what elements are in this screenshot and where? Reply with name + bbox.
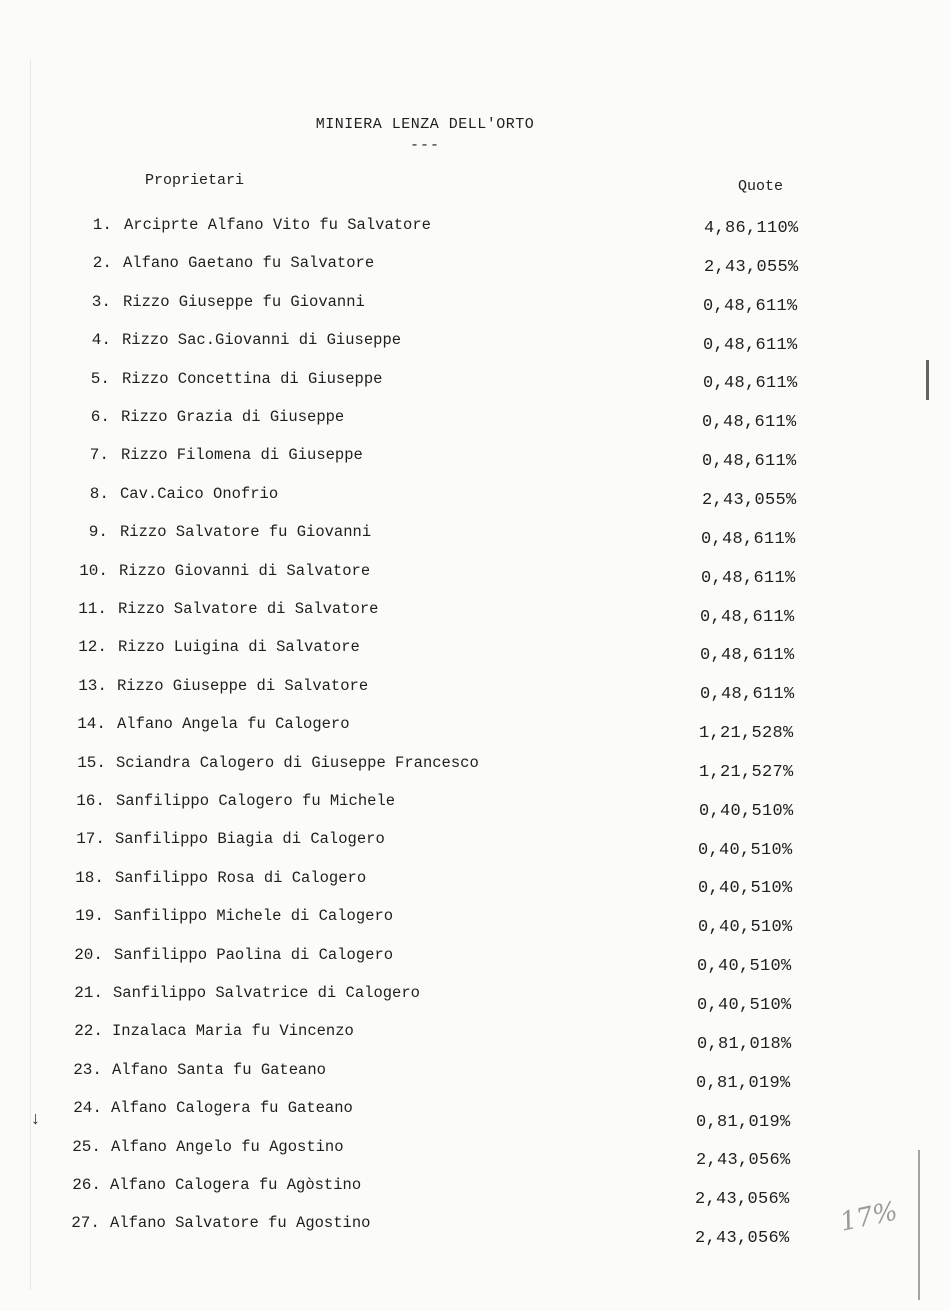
row-number: 22. [74,1022,103,1041]
owner-name: Arciprte Alfano Vito fu Salvatore [124,216,431,234]
owner-quota: 4,86,110% [704,219,799,238]
table-row [0,1176,950,1210]
owner-name: Sanfilippo Paolina di Calogero [114,945,394,964]
owner-name: Rizzo Filomena di Giuseppe [121,446,363,465]
owner-name: Rizzo Sac.Giovanni di Giuseppe [122,331,402,350]
row-number: 7. [89,446,109,465]
table-row [0,1099,950,1132]
row-number: 21. [74,984,103,1002]
row-number: 19. [75,907,104,926]
owner-name: Alfano Gaetano fu Salvatore [123,254,375,273]
row-number: 3. [91,292,111,311]
row-number: 17. [76,830,105,849]
row-number: 23. [73,1060,102,1079]
row-number: 20. [74,945,103,964]
owner-quota: 0,48,611% [700,685,795,705]
table-row [0,1022,950,1054]
owner-name: Alfano Calogera fu Gateano [111,1099,353,1118]
table-row [0,754,950,780]
row-number: 24. [73,1099,102,1118]
table-row [0,523,950,549]
owner-quota: 0,48,611% [703,296,798,316]
owner-name: Rizzo Concettina di Giuseppe [122,369,383,388]
table-row [0,638,950,664]
owner-name: Rizzo Grazia di Giuseppe [121,408,345,426]
row-number: 14. [77,715,106,734]
table-row [0,907,950,938]
handwritten-annotation: 17% [837,1196,901,1238]
table-row [0,216,950,242]
owner-quota: 0,48,611% [701,529,796,549]
owner-quota: 0,40,510% [698,918,793,938]
row-number: 18. [75,868,104,887]
row-number: 6. [90,408,110,426]
document-title: MINIERA LENZA DELL'ORTO [315,116,535,133]
table-row [0,945,950,977]
table-row [0,254,950,280]
owner-quota: 0,48,611% [700,607,795,627]
row-number: 12. [78,638,107,657]
row-number: 9. [88,523,108,542]
table-row [0,446,950,472]
row-number: 26. [72,1176,101,1194]
owner-quota: 2,43,056% [696,1151,791,1171]
owner-quota: 2,43,055% [702,490,797,510]
title-rule: --- [409,137,440,154]
owner-quota: 0,40,510% [697,996,792,1015]
owner-quota: 0,48,611% [703,374,798,394]
owner-name: Sanfilippo Calogero fu Michele [116,792,396,810]
owner-quota: 0,48,611% [702,452,797,472]
row-number: 1. [92,216,112,234]
row-number: 10. [79,561,108,580]
table-row [0,1060,950,1093]
header-quote: Quote [738,178,784,195]
owner-quota: 0,40,510% [698,879,793,899]
table-row [0,408,950,434]
table-row [0,984,950,1015]
margin-arrow-mark: ↓ [30,1110,41,1130]
owner-name: Alfano Angelo fu Agostino [111,1137,344,1156]
owner-name: Sciandra Calogero di Giuseppe Francesco [116,753,479,772]
table-row [0,485,950,511]
owner-name: Alfano Angela fu Calogero [117,715,350,734]
row-number: 27. [71,1214,100,1233]
owner-quota: 0,48,611% [701,568,796,588]
owner-quota: 0,81,018% [697,1034,792,1054]
owner-quota: 0,40,510% [699,801,794,821]
owner-name: Alfano Salvatore fu Agostino [110,1214,371,1233]
row-number: 5. [90,369,110,388]
table-row [0,600,950,626]
owner-quota: 0,48,611% [700,646,795,666]
row-number: 16. [76,792,105,810]
row-number: 15. [77,753,106,772]
owner-quota: 1,21,527% [699,762,794,782]
owner-name: Rizzo Giuseppe fu Giovanni [123,292,365,311]
row-number: 11. [78,600,107,618]
row-number: 8. [89,484,109,503]
table-row [0,715,950,744]
row-number: 25. [72,1137,101,1156]
table-row [0,562,950,588]
owner-name: Rizzo Salvatore fu Giovanni [120,523,372,542]
owner-name: Alfano Calogera fu Agòstino [110,1176,362,1194]
table-row [0,293,950,319]
owner-name: Inzalaca Maria fu Vincenzo [112,1022,354,1041]
table-row [0,868,950,899]
owner-quota: 0,48,611% [702,413,797,433]
header-proprietari: Proprietari [145,172,245,189]
owner-name: Sanfilippo Salvatrice di Calogero [113,984,420,1002]
owner-name: Sanfilippo Biagia di Calogero [115,830,385,849]
owner-name: Rizzo Giovanni di Salvatore [119,561,371,580]
owner-name: Cav.Caico Onofrio [120,484,279,503]
row-number: 2. [92,254,112,273]
owner-name: Rizzo Giuseppe di Salvatore [117,676,369,695]
table-row [0,331,950,357]
row-number: 13. [78,676,107,695]
table-row [0,830,950,860]
table-row [0,677,950,703]
owner-quota: 2,43,055% [704,257,799,277]
owner-quota: 0,40,510% [698,840,793,860]
owner-quota: 2,43,056% [695,1190,790,1210]
owner-name: Alfano Santa fu Gateano [112,1060,326,1079]
table-row [0,370,950,396]
owner-name: Rizzo Luigina di Salvatore [118,638,360,657]
owner-quota: 0,81,019% [696,1112,791,1132]
row-number: 4. [91,331,111,350]
table-row [0,1214,950,1249]
table-row [0,792,950,821]
owner-quota: 1,21,528% [699,724,794,744]
owner-name: Sanfilippo Michele di Calogero [114,907,394,926]
owner-quota: 0,40,510% [697,957,792,977]
owner-name: Sanfilippo Rosa di Calogero [115,868,367,887]
owner-quota: 2,43,056% [695,1229,790,1249]
owner-quota: 0,48,611% [703,335,798,355]
owner-name: Rizzo Salvatore di Salvatore [118,600,379,618]
table-row [0,1137,950,1171]
owner-quota: 0,81,019% [696,1073,791,1093]
